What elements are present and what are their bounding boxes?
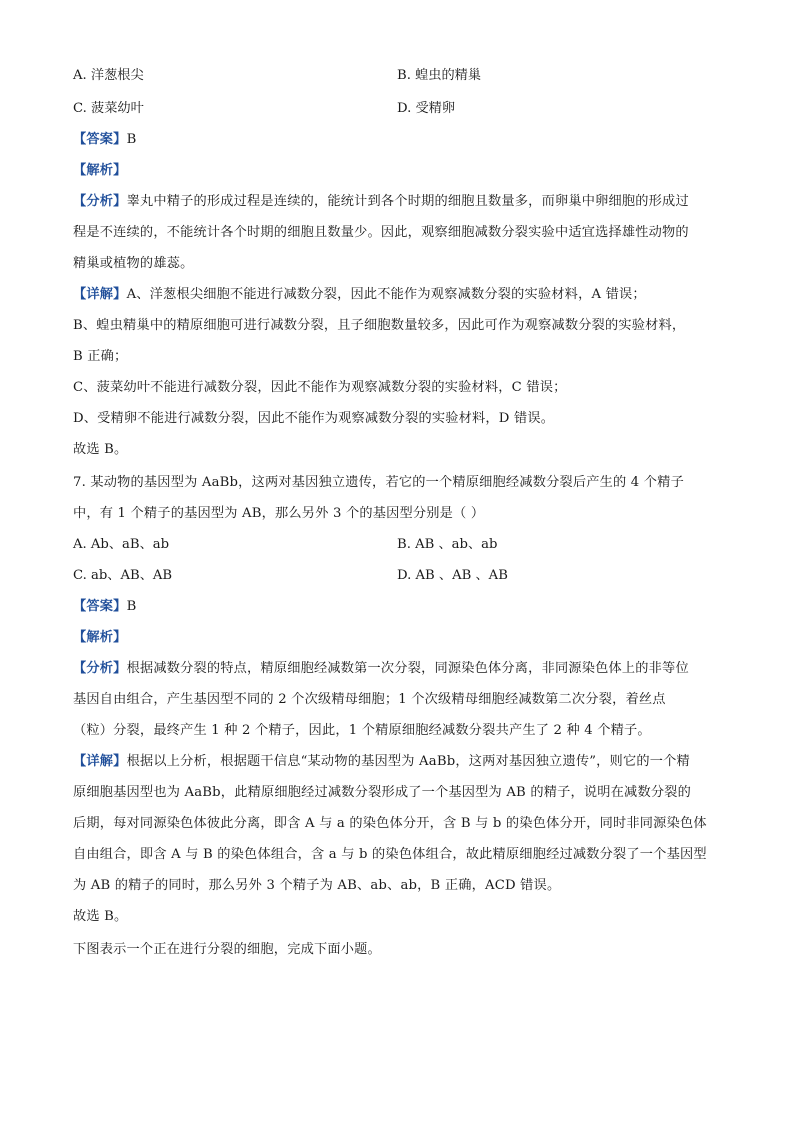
q6-answer-tag: 【答案】 xyxy=(73,132,127,147)
q6-fenxi-tag: 【分析】 xyxy=(73,194,127,209)
q7-option-b: B. AB 、ab、ab xyxy=(397,537,498,552)
q7-fenxi-text-1: 根据减数分裂的特点，精原细胞经减数第一次分裂，同源染色体分离，非同源染色体上的非等位 xyxy=(126,661,689,676)
q6-answer-value: B xyxy=(126,132,137,147)
q6-xiangjie-line-2: B、蝗虫精巢中的精原细胞可进行减数分裂，且子细胞数量较多，因此可作为观察减数分裂的实验材料， xyxy=(73,318,686,333)
q7-xiangjie-line-5: 为 AB 的精子的同时，那么另外 3 个精子为 AB、ab、ab，B 正确，ACD 错误。 xyxy=(73,878,561,893)
q6-fenxi-line-2: 程是不连续的，不能统计各个时期的细胞且数量少。因此，观察细胞减数分裂实验中适宜选择雄性动物的 xyxy=(73,225,689,240)
q6-option-d: D. 受精卵 xyxy=(397,101,456,116)
q7-xiangjie-line-1 xyxy=(73,753,723,771)
q6-xiangjie-text-1: A、洋葱根尖细胞不能进行减数分裂，因此不能作为观察减数分裂的实验材料，A 错误； xyxy=(126,287,646,302)
q7-xiangjie-tag: 【详解】 xyxy=(73,754,127,769)
q6-xiangjie-line-4: C、菠菜幼叶不能进行减数分裂，因此不能作为观察减数分裂的实验材料，C 错误； xyxy=(73,380,567,395)
q7-option-d: D. AB 、AB 、AB xyxy=(397,568,508,583)
q7-fenxi-line-2: 基因自由组合，产生基因型不同的 2 个次级精母细胞；1 个次级精母细胞经减数第二次分裂，着丝点 xyxy=(73,692,666,707)
q7-analysis-heading xyxy=(73,629,723,647)
q7-option-c: C. ab、AB、AB xyxy=(73,568,173,583)
q6-xiangjie-line-3: B 正确； xyxy=(73,349,128,364)
q6-option-b: B. 蝗虫的精巢 xyxy=(397,68,482,83)
q7-answer-tag: 【答案】 xyxy=(73,599,127,614)
q6-option-a: A. 洋葱根尖 xyxy=(73,68,144,83)
q7-xiangjie-line-3: 后期，每对同源染色体彼此分离，即含 A 与 a 的染色体分开，含 B 与 b 的染色体分开，同时非同源染色体 xyxy=(73,816,707,831)
q7-xiangjie-line-4: 自由组合，即含 A 与 B 的染色体组合，含 a 与 b 的染色体组合，故此精原细胞经过减数分裂了一个基因型 xyxy=(73,847,707,862)
q6-conclusion: 故选 B。 xyxy=(73,442,128,457)
q7-fenxi-tag: 【分析】 xyxy=(73,661,127,676)
q7-analysis-tag: 【解析】 xyxy=(73,630,127,645)
q7-answer-line xyxy=(73,598,723,616)
q7-xiangjie-text-1: 根据以上分析，根据题干信息“某动物的基因型为 AaBb，这两对基因独立遗传”，则它的一个精 xyxy=(126,754,690,769)
q6-fenxi-line-3: 精巢或植物的雄蕊。 xyxy=(73,256,194,271)
q7-xiangjie-line-2: 原细胞基因型也为 AaBb，此精原细胞经过减数分裂形成了一个基因型为 AB 的精子，说明在减数分裂的 xyxy=(73,785,691,800)
q7-option-a: A. Ab、aB、ab xyxy=(73,537,170,552)
q7-conclusion: 故选 B。 xyxy=(73,909,128,924)
q6-option-c: C. 菠菜幼叶 xyxy=(73,101,144,116)
q7-fenxi-line-3: （粒）分裂，最终产生 1 种 2 个精子，因此，1 个精原细胞经减数分裂共产生了 2 种 4 个精子。 xyxy=(73,723,651,738)
q7-stem-line-1: 7. 某动物的基因型为 AaBb，这两对基因独立遗传，若它的一个精原细胞经减数分裂后产生的 4 个精子 xyxy=(73,475,684,490)
q6-fenxi-text-1: 睾丸中精子的形成过程是连续的，能统计到各个时期的细胞且数量多，而卵巢中卵细胞的形成过 xyxy=(126,194,689,209)
q6-xiangjie-tag: 【详解】 xyxy=(73,287,127,302)
next-section-intro: 下图表示一个正在进行分裂的细胞，完成下面小题。 xyxy=(73,942,381,957)
q6-analysis-heading xyxy=(73,162,723,180)
q6-answer-line xyxy=(73,131,723,149)
q6-xiangjie-line-5: D、受精卵不能进行减数分裂，因此不能作为观察减数分裂的实验材料，D 错误。 xyxy=(73,411,555,426)
q7-stem-line-2: 中，有 1 个精子的基因型为 AB，那么另外 3 个的基因型分别是（ ） xyxy=(73,506,485,521)
q6-analysis-tag: 【解析】 xyxy=(73,163,127,178)
q6-xiangjie-line-1 xyxy=(73,286,723,304)
q7-answer-value: B xyxy=(126,599,137,614)
q7-fenxi-line-1 xyxy=(73,660,723,678)
q6-fenxi-line-1 xyxy=(73,193,723,211)
